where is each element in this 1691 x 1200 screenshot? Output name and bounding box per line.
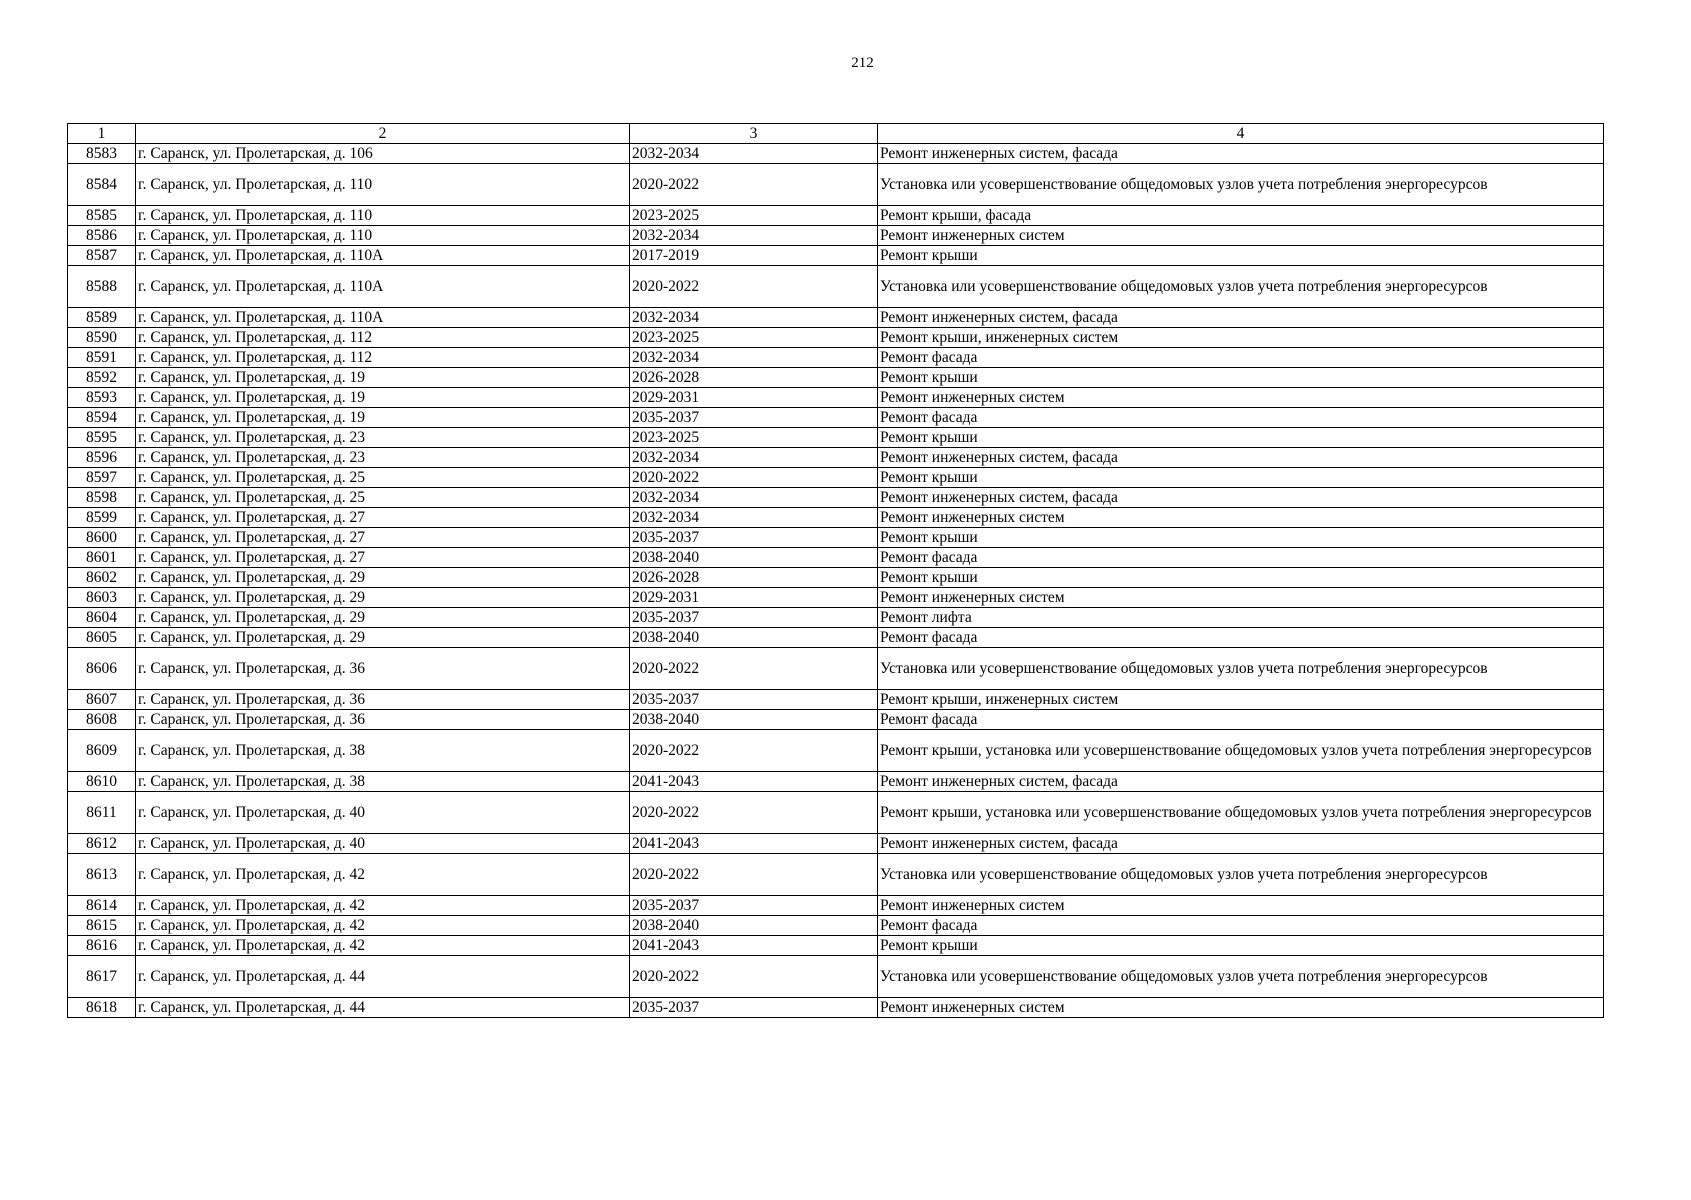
period-cell: 2020-2022 (630, 468, 878, 488)
address-cell: г. Саранск, ул. Пролетарская, д. 42 (136, 896, 630, 916)
work-type-cell: Ремонт фасада (878, 916, 1604, 936)
period-cell: 2035-2037 (630, 896, 878, 916)
table-body (68, 124, 1604, 1018)
work-type-cell: Ремонт фасада (878, 710, 1604, 730)
period-cell: 2020-2022 (630, 792, 878, 834)
period-cell: 2032-2034 (630, 348, 878, 368)
address-cell: г. Саранск, ул. Пролетарская, д. 110 (136, 206, 630, 226)
period-cell: 2041-2043 (630, 936, 878, 956)
table-row (68, 428, 1604, 448)
row-number: 8600 (68, 528, 136, 548)
work-type-cell: Установка или усовершенствование общедомовых узлов учета потребления энергоресурсов (878, 854, 1604, 896)
work-type-cell: Ремонт фасада (878, 548, 1604, 568)
work-type-cell: Ремонт крыши, инженерных систем (878, 690, 1604, 710)
row-number: 8592 (68, 368, 136, 388)
address-cell: г. Саранск, ул. Пролетарская, д. 29 (136, 628, 630, 648)
address-cell: г. Саранск, ул. Пролетарская, д. 40 (136, 834, 630, 854)
period-cell: 2035-2037 (630, 528, 878, 548)
work-type-cell: Ремонт инженерных систем (878, 508, 1604, 528)
row-number: 8616 (68, 936, 136, 956)
address-cell: г. Саранск, ул. Пролетарская, д. 27 (136, 508, 630, 528)
table-row (68, 588, 1604, 608)
period-cell: 2023-2025 (630, 428, 878, 448)
table-row (68, 508, 1604, 528)
table-row (68, 730, 1604, 772)
address-cell: г. Саранск, ул. Пролетарская, д. 106 (136, 144, 630, 164)
address-cell: г. Саранск, ул. Пролетарская, д. 44 (136, 956, 630, 998)
table-header-row (68, 124, 1604, 144)
table-row (68, 690, 1604, 710)
work-type-cell: Ремонт инженерных систем (878, 226, 1604, 246)
work-type-cell: Ремонт крыши, фасада (878, 206, 1604, 226)
table-row (68, 548, 1604, 568)
work-type-cell: Ремонт инженерных систем (878, 998, 1604, 1018)
period-cell: 2041-2043 (630, 834, 878, 854)
period-cell: 2038-2040 (630, 710, 878, 730)
table-row (68, 772, 1604, 792)
period-cell: 2029-2031 (630, 588, 878, 608)
work-type-cell: Ремонт инженерных систем (878, 896, 1604, 916)
work-type-cell: Ремонт крыши (878, 368, 1604, 388)
table-row (68, 226, 1604, 246)
row-number: 8601 (68, 548, 136, 568)
work-type-cell: Ремонт инженерных систем, фасада (878, 144, 1604, 164)
row-number: 8590 (68, 328, 136, 348)
row-number: 8596 (68, 448, 136, 468)
work-type-cell: Ремонт инженерных систем, фасада (878, 834, 1604, 854)
address-cell: г. Саранск, ул. Пролетарская, д. 23 (136, 448, 630, 468)
table-row (68, 368, 1604, 388)
period-cell: 2032-2034 (630, 488, 878, 508)
work-type-cell: Ремонт крыши (878, 568, 1604, 588)
row-number: 8617 (68, 956, 136, 998)
row-number: 8598 (68, 488, 136, 508)
table-row (68, 164, 1604, 206)
row-number: 8612 (68, 834, 136, 854)
row-number: 8587 (68, 246, 136, 266)
row-number: 8606 (68, 648, 136, 690)
period-cell: 2032-2034 (630, 226, 878, 246)
table-row (68, 854, 1604, 896)
address-cell: г. Саранск, ул. Пролетарская, д. 42 (136, 936, 630, 956)
row-number: 8608 (68, 710, 136, 730)
period-cell: 2020-2022 (630, 648, 878, 690)
work-type-cell: Ремонт инженерных систем (878, 388, 1604, 408)
table-row (68, 448, 1604, 468)
work-type-cell: Ремонт крыши (878, 428, 1604, 448)
work-type-cell: Ремонт лифта (878, 608, 1604, 628)
work-type-cell: Ремонт инженерных систем, фасада (878, 772, 1604, 792)
row-number: 8609 (68, 730, 136, 772)
work-type-cell: Ремонт крыши (878, 246, 1604, 266)
row-number: 8594 (68, 408, 136, 428)
repair-schedule-table (67, 123, 1604, 1018)
row-number: 8586 (68, 226, 136, 246)
row-number: 8610 (68, 772, 136, 792)
table-row (68, 144, 1604, 164)
period-cell: 2032-2034 (630, 508, 878, 528)
period-cell: 2026-2028 (630, 568, 878, 588)
table-row (68, 246, 1604, 266)
period-cell: 2020-2022 (630, 854, 878, 896)
period-cell: 2038-2040 (630, 916, 878, 936)
row-number: 8589 (68, 308, 136, 328)
row-number: 8591 (68, 348, 136, 368)
address-cell: г. Саранск, ул. Пролетарская, д. 27 (136, 528, 630, 548)
work-type-cell: Ремонт фасада (878, 348, 1604, 368)
work-type-cell: Ремонт фасада (878, 628, 1604, 648)
table-row (68, 936, 1604, 956)
address-cell: г. Саранск, ул. Пролетарская, д. 110А (136, 308, 630, 328)
address-cell: г. Саранск, ул. Пролетарская, д. 36 (136, 710, 630, 730)
address-cell: г. Саранск, ул. Пролетарская, д. 110 (136, 164, 630, 206)
table-row (68, 468, 1604, 488)
period-cell: 2038-2040 (630, 628, 878, 648)
address-cell: г. Саранск, ул. Пролетарская, д. 110 (136, 226, 630, 246)
work-type-cell: Ремонт инженерных систем (878, 588, 1604, 608)
row-number: 8583 (68, 144, 136, 164)
period-cell: 2035-2037 (630, 608, 878, 628)
period-cell: 2029-2031 (630, 388, 878, 408)
address-cell: г. Саранск, ул. Пролетарская, д. 112 (136, 348, 630, 368)
row-number: 8588 (68, 266, 136, 308)
address-cell: г. Саранск, ул. Пролетарская, д. 29 (136, 608, 630, 628)
period-cell: 2032-2034 (630, 308, 878, 328)
address-cell: г. Саранск, ул. Пролетарская, д. 110А (136, 246, 630, 266)
address-cell: г. Саранск, ул. Пролетарская, д. 36 (136, 648, 630, 690)
row-number: 8611 (68, 792, 136, 834)
address-cell: г. Саранск, ул. Пролетарская, д. 25 (136, 468, 630, 488)
work-type-cell: Ремонт крыши (878, 468, 1604, 488)
address-cell: г. Саранск, ул. Пролетарская, д. 44 (136, 998, 630, 1018)
row-number: 8604 (68, 608, 136, 628)
work-type-cell: Ремонт крыши, установка или усовершенствование общедомовых узлов учета потребления энергоресурсов (878, 730, 1604, 772)
row-number: 8614 (68, 896, 136, 916)
page-number: 212 (851, 55, 874, 71)
row-number: 8597 (68, 468, 136, 488)
address-cell: г. Саранск, ул. Пролетарская, д. 42 (136, 916, 630, 936)
table-row (68, 956, 1604, 998)
table-row (68, 896, 1604, 916)
address-cell: г. Саранск, ул. Пролетарская, д. 19 (136, 388, 630, 408)
table-row (68, 488, 1604, 508)
table-row (68, 308, 1604, 328)
work-type-cell: Ремонт инженерных систем, фасада (878, 488, 1604, 508)
row-number: 8599 (68, 508, 136, 528)
address-cell: г. Саранск, ул. Пролетарская, д. 25 (136, 488, 630, 508)
work-type-cell: Ремонт фасада (878, 408, 1604, 428)
row-number: 8595 (68, 428, 136, 448)
period-cell: 2026-2028 (630, 368, 878, 388)
period-cell: 2023-2025 (630, 206, 878, 226)
table-row (68, 388, 1604, 408)
table-row (68, 408, 1604, 428)
period-cell: 2020-2022 (630, 164, 878, 206)
table-row (68, 608, 1604, 628)
period-cell: 2032-2034 (630, 144, 878, 164)
address-cell: г. Саранск, ул. Пролетарская, д. 110А (136, 266, 630, 308)
table-row (68, 710, 1604, 730)
address-cell: г. Саранск, ул. Пролетарская, д. 40 (136, 792, 630, 834)
column-header-4: 4 (878, 124, 1604, 144)
work-type-cell: Установка или усовершенствование общедомовых узлов учета потребления энергоресурсов (878, 648, 1604, 690)
period-cell: 2041-2043 (630, 772, 878, 792)
address-cell: г. Саранск, ул. Пролетарская, д. 19 (136, 408, 630, 428)
table-row (68, 792, 1604, 834)
address-cell: г. Саранск, ул. Пролетарская, д. 29 (136, 588, 630, 608)
table-row (68, 348, 1604, 368)
row-number: 8613 (68, 854, 136, 896)
table-row (68, 648, 1604, 690)
address-cell: г. Саранск, ул. Пролетарская, д. 29 (136, 568, 630, 588)
period-cell: 2017-2019 (630, 246, 878, 266)
address-cell: г. Саранск, ул. Пролетарская, д. 112 (136, 328, 630, 348)
row-number: 8593 (68, 388, 136, 408)
address-cell: г. Саранск, ул. Пролетарская, д. 38 (136, 730, 630, 772)
row-number: 8585 (68, 206, 136, 226)
table-row (68, 834, 1604, 854)
table-row (68, 628, 1604, 648)
work-type-cell: Ремонт инженерных систем, фасада (878, 308, 1604, 328)
period-cell: 2020-2022 (630, 266, 878, 308)
address-cell: г. Саранск, ул. Пролетарская, д. 42 (136, 854, 630, 896)
row-number: 8584 (68, 164, 136, 206)
work-type-cell: Установка или усовершенствование общедомовых узлов учета потребления энергоресурсов (878, 266, 1604, 308)
row-number: 8615 (68, 916, 136, 936)
column-header-1: 1 (68, 124, 136, 144)
column-header-2: 2 (136, 124, 630, 144)
address-cell: г. Саранск, ул. Пролетарская, д. 38 (136, 772, 630, 792)
period-cell: 2020-2022 (630, 730, 878, 772)
table-row (68, 568, 1604, 588)
work-type-cell: Ремонт крыши (878, 936, 1604, 956)
table-row (68, 328, 1604, 348)
row-number: 8602 (68, 568, 136, 588)
work-type-cell: Установка или усовершенствование общедомовых узлов учета потребления энергоресурсов (878, 164, 1604, 206)
address-cell: г. Саранск, ул. Пролетарская, д. 19 (136, 368, 630, 388)
column-header-3: 3 (630, 124, 878, 144)
address-cell: г. Саранск, ул. Пролетарская, д. 27 (136, 548, 630, 568)
work-type-cell: Ремонт крыши, установка или усовершенствование общедомовых узлов учета потребления энергоресурсов (878, 792, 1604, 834)
table-row (68, 206, 1604, 226)
table-row (68, 916, 1604, 936)
period-cell: 2038-2040 (630, 548, 878, 568)
row-number: 8607 (68, 690, 136, 710)
table-row (68, 266, 1604, 308)
period-cell: 2023-2025 (630, 328, 878, 348)
table-row (68, 528, 1604, 548)
period-cell: 2032-2034 (630, 448, 878, 468)
table-row (68, 998, 1604, 1018)
period-cell: 2035-2037 (630, 998, 878, 1018)
address-cell: г. Саранск, ул. Пролетарская, д. 23 (136, 428, 630, 448)
row-number: 8605 (68, 628, 136, 648)
period-cell: 2020-2022 (630, 956, 878, 998)
work-type-cell: Ремонт крыши (878, 528, 1604, 548)
period-cell: 2035-2037 (630, 690, 878, 710)
work-type-cell: Установка или усовершенствование общедомовых узлов учета потребления энергоресурсов (878, 956, 1604, 998)
work-type-cell: Ремонт инженерных систем, фасада (878, 448, 1604, 468)
row-number: 8603 (68, 588, 136, 608)
period-cell: 2035-2037 (630, 408, 878, 428)
row-number: 8618 (68, 998, 136, 1018)
work-type-cell: Ремонт крыши, инженерных систем (878, 328, 1604, 348)
address-cell: г. Саранск, ул. Пролетарская, д. 36 (136, 690, 630, 710)
